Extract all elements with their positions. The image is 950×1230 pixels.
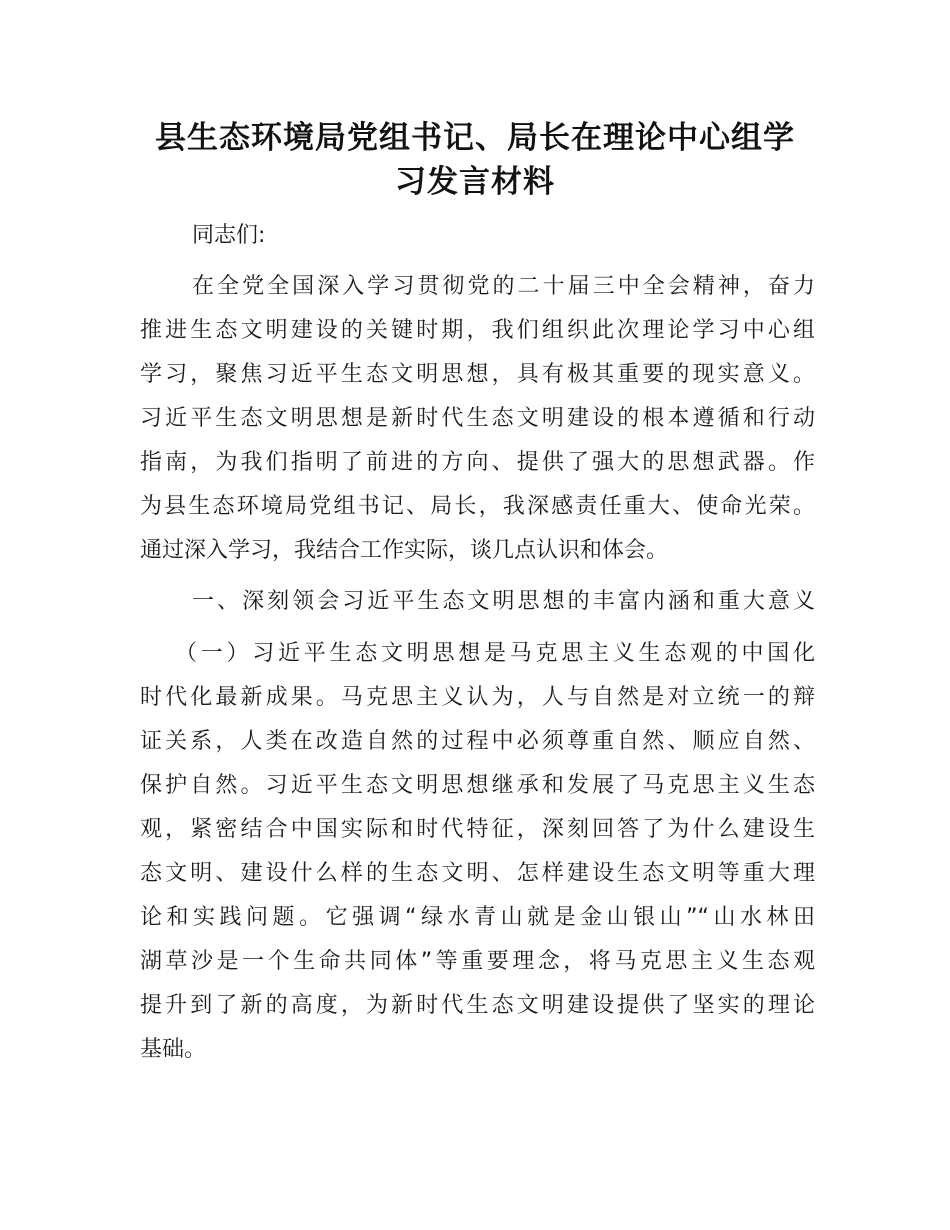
document-title-line-2: 习发言材料 — [395, 164, 555, 200]
intro-line: 指南，为我们指明了前进的方向、提供了强大的思想武器。作 — [140, 450, 815, 475]
subsection-line: 观，紧密结合中国实际和时代特征，深刻回答了为什么建设生 — [140, 817, 815, 842]
intro-line: 习近平生态文明思想是新时代生态文明建设的根本遵循和行动 — [140, 406, 815, 431]
subsection-line: （一）习近平生态文明思想是马克思主义生态观的中国化 — [175, 641, 815, 666]
intro-line: 学习，聚焦习近平生态文明思想，具有极其重要的现实意义。 — [140, 362, 815, 387]
intro-line: 在全党全国深入学习贯彻党的二十届三中全会精神，奋力 — [192, 274, 815, 299]
subsection-line: 保护自然。习近平生态文明思想继承和发展了马克思主义生态 — [140, 773, 815, 798]
subsection-line: 态文明、建设什么样的生态文明、怎样建设生态文明等重大理 — [140, 861, 815, 886]
intro-line: 为县生态环境局党组书记、局长，我深感责任重大、使命光荣。 — [140, 494, 815, 519]
salutation: 同志们: — [192, 223, 266, 248]
subsection-line: 时代化最新成果。马克思主义认为，人与自然是对立统一的辩 — [140, 685, 815, 710]
subsection-line: 湖草沙是一个生命共同体”等重要理念，将马克思主义生态观 — [140, 949, 815, 974]
document-title-line-1: 县生态环境局党组书记、局长在理论中心组学 — [155, 120, 795, 156]
subsection-line: 证关系，人类在改造自然的过程中必须尊重自然、顺应自然、 — [140, 729, 815, 754]
subsection-line: 论和实践问题。它强调“绿水青山就是金山银山”“山水林田 — [140, 905, 815, 930]
subsection-line: 提升到了新的高度，为新时代生态文明建设提供了坚实的理论 — [140, 993, 815, 1018]
section-heading: 一、深刻领会习近平生态文明思想的丰富内涵和重大意义 — [192, 589, 815, 614]
intro-line: 通过深入学习，我结合工作实际，谈几点认识和体会。 — [140, 538, 669, 563]
subsection-line: 基础。 — [140, 1037, 207, 1062]
intro-line: 推进生态文明建设的关键时期，我们组织此次理论学习中心组 — [140, 318, 815, 343]
